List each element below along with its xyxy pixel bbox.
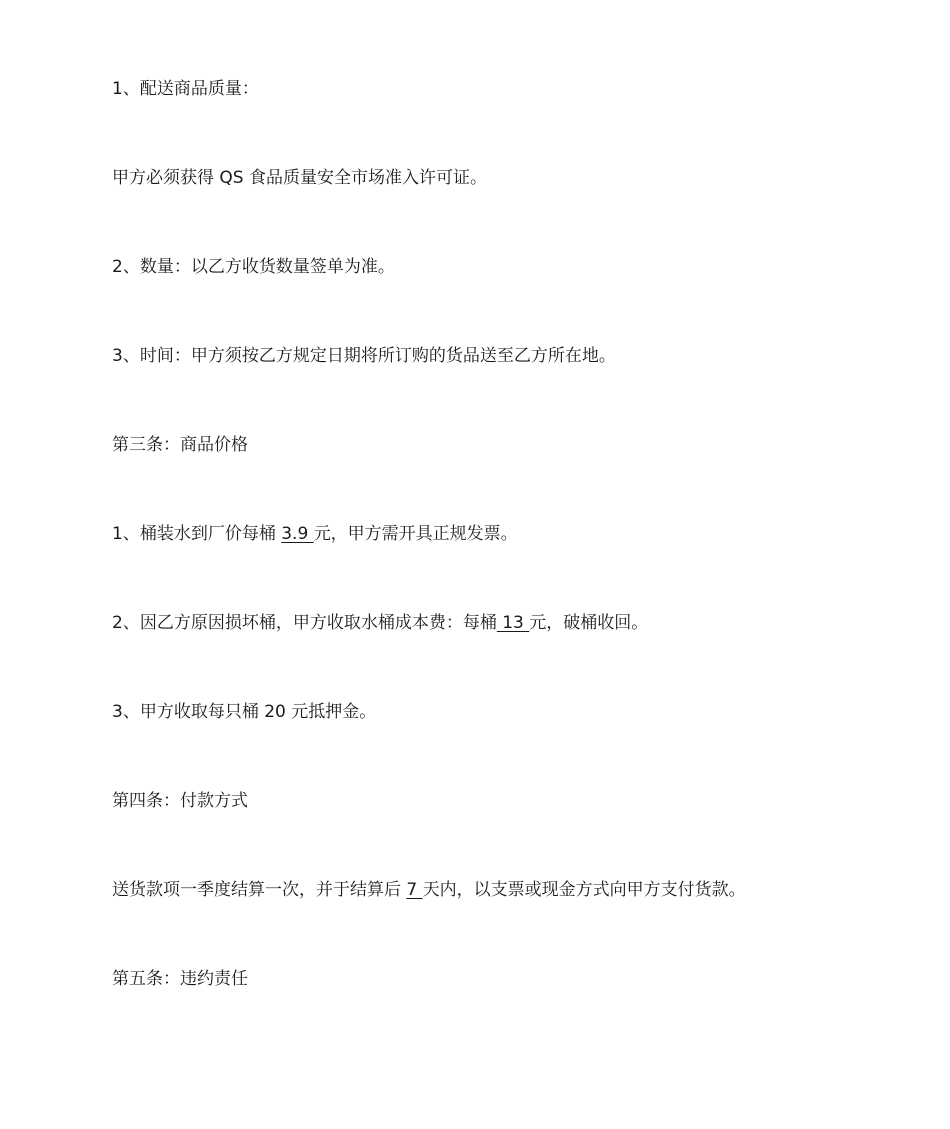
payment-clause [112,878,746,902]
price-clause-2 [112,611,648,635]
price-clause-1-text-a: 1、桶装水到厂价每桶 [112,524,282,544]
payment-days-underlined: 7 [406,880,423,900]
price-clause-3: 3、甲方收取每只桶 20 元抵押金。 [112,702,377,722]
clause-time: 3、时间：甲方须按乙方规定日期将所订购的货品送至乙方所在地。 [112,346,616,366]
price-clause-1-text-b: 元，甲方需开具正规发票。 [313,524,518,544]
price-clause-2-text-a: 2、因乙方原因损坏桶，甲方收取水桶成本费：每桶 [112,613,497,633]
clause-quality-text: 甲方必须获得 QS 食品质量安全市场准入许可证。 [112,168,487,188]
price-clause-1 [112,522,518,546]
payment-clause-text-b: 天内，以支票或现金方式向甲方支付货款。 [422,880,746,900]
price-value-underlined: 3.9 [281,524,314,544]
payment-clause-text-a: 送货款项一季度结算一次，并于结算后 [112,880,407,900]
clause-quantity: 2、数量：以乙方收货数量签单为准。 [112,257,395,277]
article-three-heading: 第三条：商品价格 [112,435,248,455]
price-clause-2-text-b: 元，破桶收回。 [529,613,649,633]
clause-quality-heading: 1、配送商品质量： [112,79,259,99]
article-five-heading: 第五条：违约责任 [112,969,248,989]
article-four-heading: 第四条：付款方式 [112,791,248,811]
bucket-cost-underlined: 13 [496,613,530,633]
